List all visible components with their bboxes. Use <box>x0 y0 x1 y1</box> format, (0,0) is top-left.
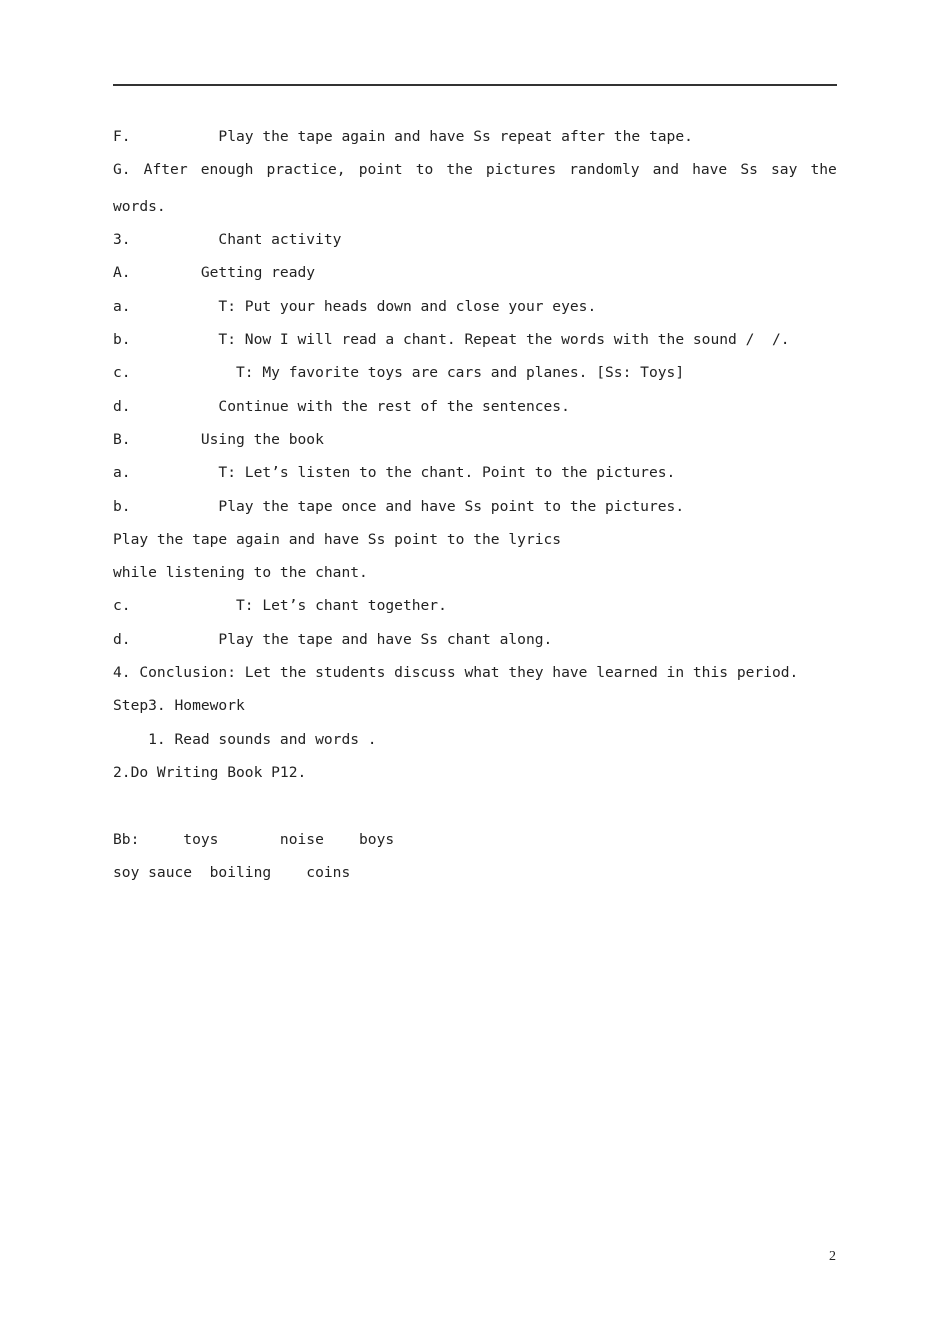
item-a-d: d. Continue with the rest of the sentences. <box>113 398 570 415</box>
word: practice, <box>266 161 346 178</box>
word: enough <box>200 161 254 178</box>
word: randomly <box>569 161 640 178</box>
item-b-b-line3: while listening to the chant. <box>113 564 368 581</box>
subsection-a-heading: A. Getting ready <box>113 264 316 281</box>
item-b-b: b. Play the tape once and have Ss point to the pictures. <box>113 498 685 515</box>
step-f: F. Play the tape again and have Ss repeat after the tape. <box>113 128 693 145</box>
item-b-b-line2: Play the tape again and have Ss point to the lyrics <box>113 531 562 548</box>
page-number: 2 <box>829 1249 836 1264</box>
word: point <box>358 161 403 178</box>
word: Ss <box>740 161 758 178</box>
step-g <box>113 161 837 179</box>
item-a-a: a. T: Put your heads down and close your eyes. <box>113 298 597 315</box>
word: and <box>652 161 679 178</box>
step-g-continued: words. <box>113 198 166 215</box>
item-a-c: c. T: My favorite toys are cars and planes. [Ss: Toys] <box>113 364 685 381</box>
word: have <box>692 161 728 178</box>
blackboard-line-2: soy sauce boiling coins <box>113 864 351 881</box>
word: say <box>771 161 798 178</box>
blackboard-line-1: Bb: toys noise boys <box>113 831 395 848</box>
word: After <box>143 161 188 178</box>
word: pictures <box>485 161 557 178</box>
subsection-b-heading: B. Using the book <box>113 431 324 448</box>
word: the <box>810 161 837 178</box>
item-a-b: b. T: Now I will read a chant. Repeat the words with the sound / /. <box>113 331 790 348</box>
item-b-d: d. Play the tape and have Ss chant along. <box>113 631 553 648</box>
homework-item-1: 1. Read sounds and words . <box>113 731 377 748</box>
header-rule <box>113 84 837 86</box>
step3-heading: Step3. Homework <box>113 697 245 714</box>
word: G. <box>113 161 131 178</box>
section-3-heading: 3. Chant activity <box>113 231 342 248</box>
word: to <box>415 161 434 178</box>
item-b-a: a. T: Let’s listen to the chant. Point to the pictures. <box>113 464 676 481</box>
homework-item-2: 2.Do Writing Book P12. <box>113 764 307 781</box>
word: the <box>446 161 473 178</box>
item-b-c: c. T: Let’s chant together. <box>113 597 447 614</box>
section-4-conclusion: 4. Conclusion: Let the students discuss what they have learned in this period. <box>113 664 799 681</box>
